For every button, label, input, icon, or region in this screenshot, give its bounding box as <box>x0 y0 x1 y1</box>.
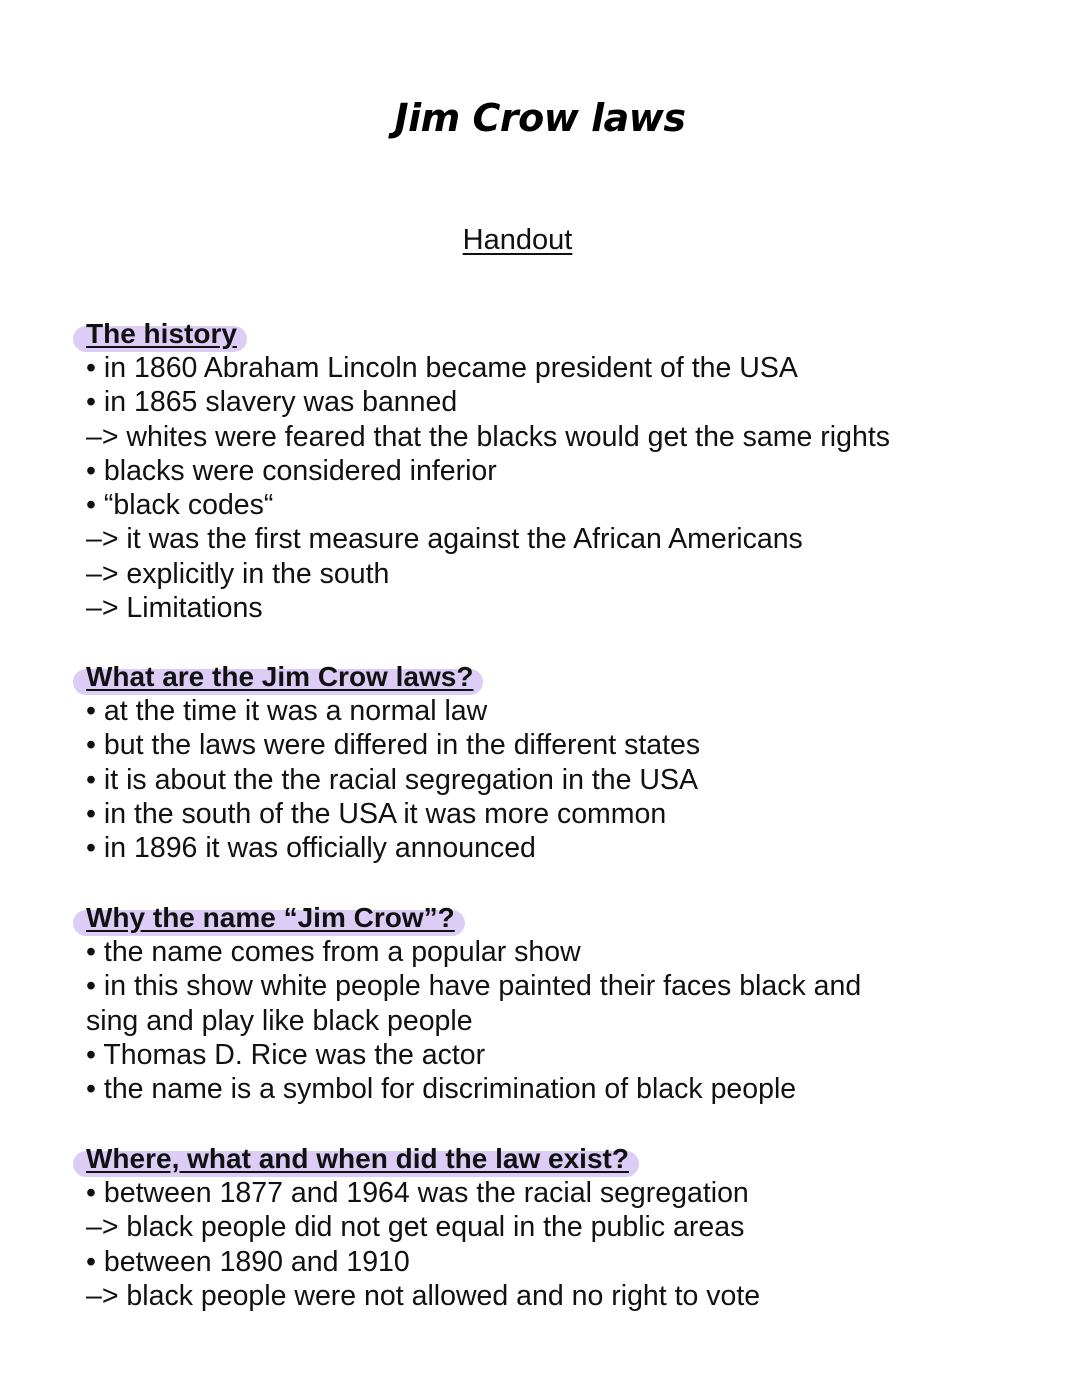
text-line: –> it was the first measure against the African Americans <box>86 523 803 556</box>
text-line: –> whites were feared that the blacks would get the same rights <box>86 420 890 453</box>
section-lines <box>86 694 986 865</box>
section-heading <box>86 317 237 351</box>
section-heading <box>86 901 455 935</box>
text-line: • the name is a symbol for discrimination of black people <box>86 1073 797 1106</box>
page-title: Jim Crow laws <box>394 96 686 140</box>
section-heading <box>86 1142 629 1176</box>
section-where-what-when <box>86 1142 986 1313</box>
section-lines <box>86 351 986 625</box>
section-heading-text: What are the Jim Crow laws? <box>86 661 474 692</box>
section-lines <box>86 935 986 1106</box>
section-history <box>86 317 986 625</box>
section-heading-text: Why the name “Jim Crow”? <box>86 902 455 933</box>
text-line: –> Limitations <box>86 592 263 625</box>
text-line: • between 1890 and 1910 <box>86 1245 410 1278</box>
section-heading <box>86 660 473 694</box>
section-what-are-laws <box>86 660 986 865</box>
text-line: • in 1860 Abraham Lincoln became president of the USA <box>86 352 798 384</box>
text-line: • it is about the the racial segregation in the USA <box>86 763 698 796</box>
text-line: –> black people did not get equal in the public areas <box>86 1211 745 1244</box>
text-line: • but the laws were differed in the different states <box>86 729 701 762</box>
text-line: • in 1896 it was officially announced <box>86 832 536 865</box>
section-why-name <box>86 901 986 1106</box>
text-line: • blacks were considered inferior <box>86 454 497 487</box>
text-line: sing and play like black people <box>86 1004 473 1037</box>
text-line: • between 1877 and 1964 was the racial segregation <box>86 1177 749 1209</box>
text-line: –> explicitly in the south <box>86 557 390 590</box>
text-line: • in 1865 slavery was banned <box>86 386 458 419</box>
text-line: • in this show white people have painted their faces black and <box>86 970 862 1003</box>
section-lines <box>86 1176 986 1313</box>
section-heading-text: The history <box>86 318 237 349</box>
text-line: • Thomas D. Rice was the actor <box>86 1038 486 1071</box>
text-line: –> black people were not allowed and no right to vote <box>86 1279 761 1312</box>
text-line: • the name comes from a popular show <box>86 936 581 968</box>
text-line: • “black codes“ <box>86 489 274 522</box>
section-heading-text: Where, what and when did the law exist? <box>86 1143 629 1174</box>
text-line: • in the south of the USA it was more common <box>86 797 667 830</box>
page-subtitle: Handout <box>462 224 573 256</box>
text-line: • at the time it was a normal law <box>86 695 488 727</box>
